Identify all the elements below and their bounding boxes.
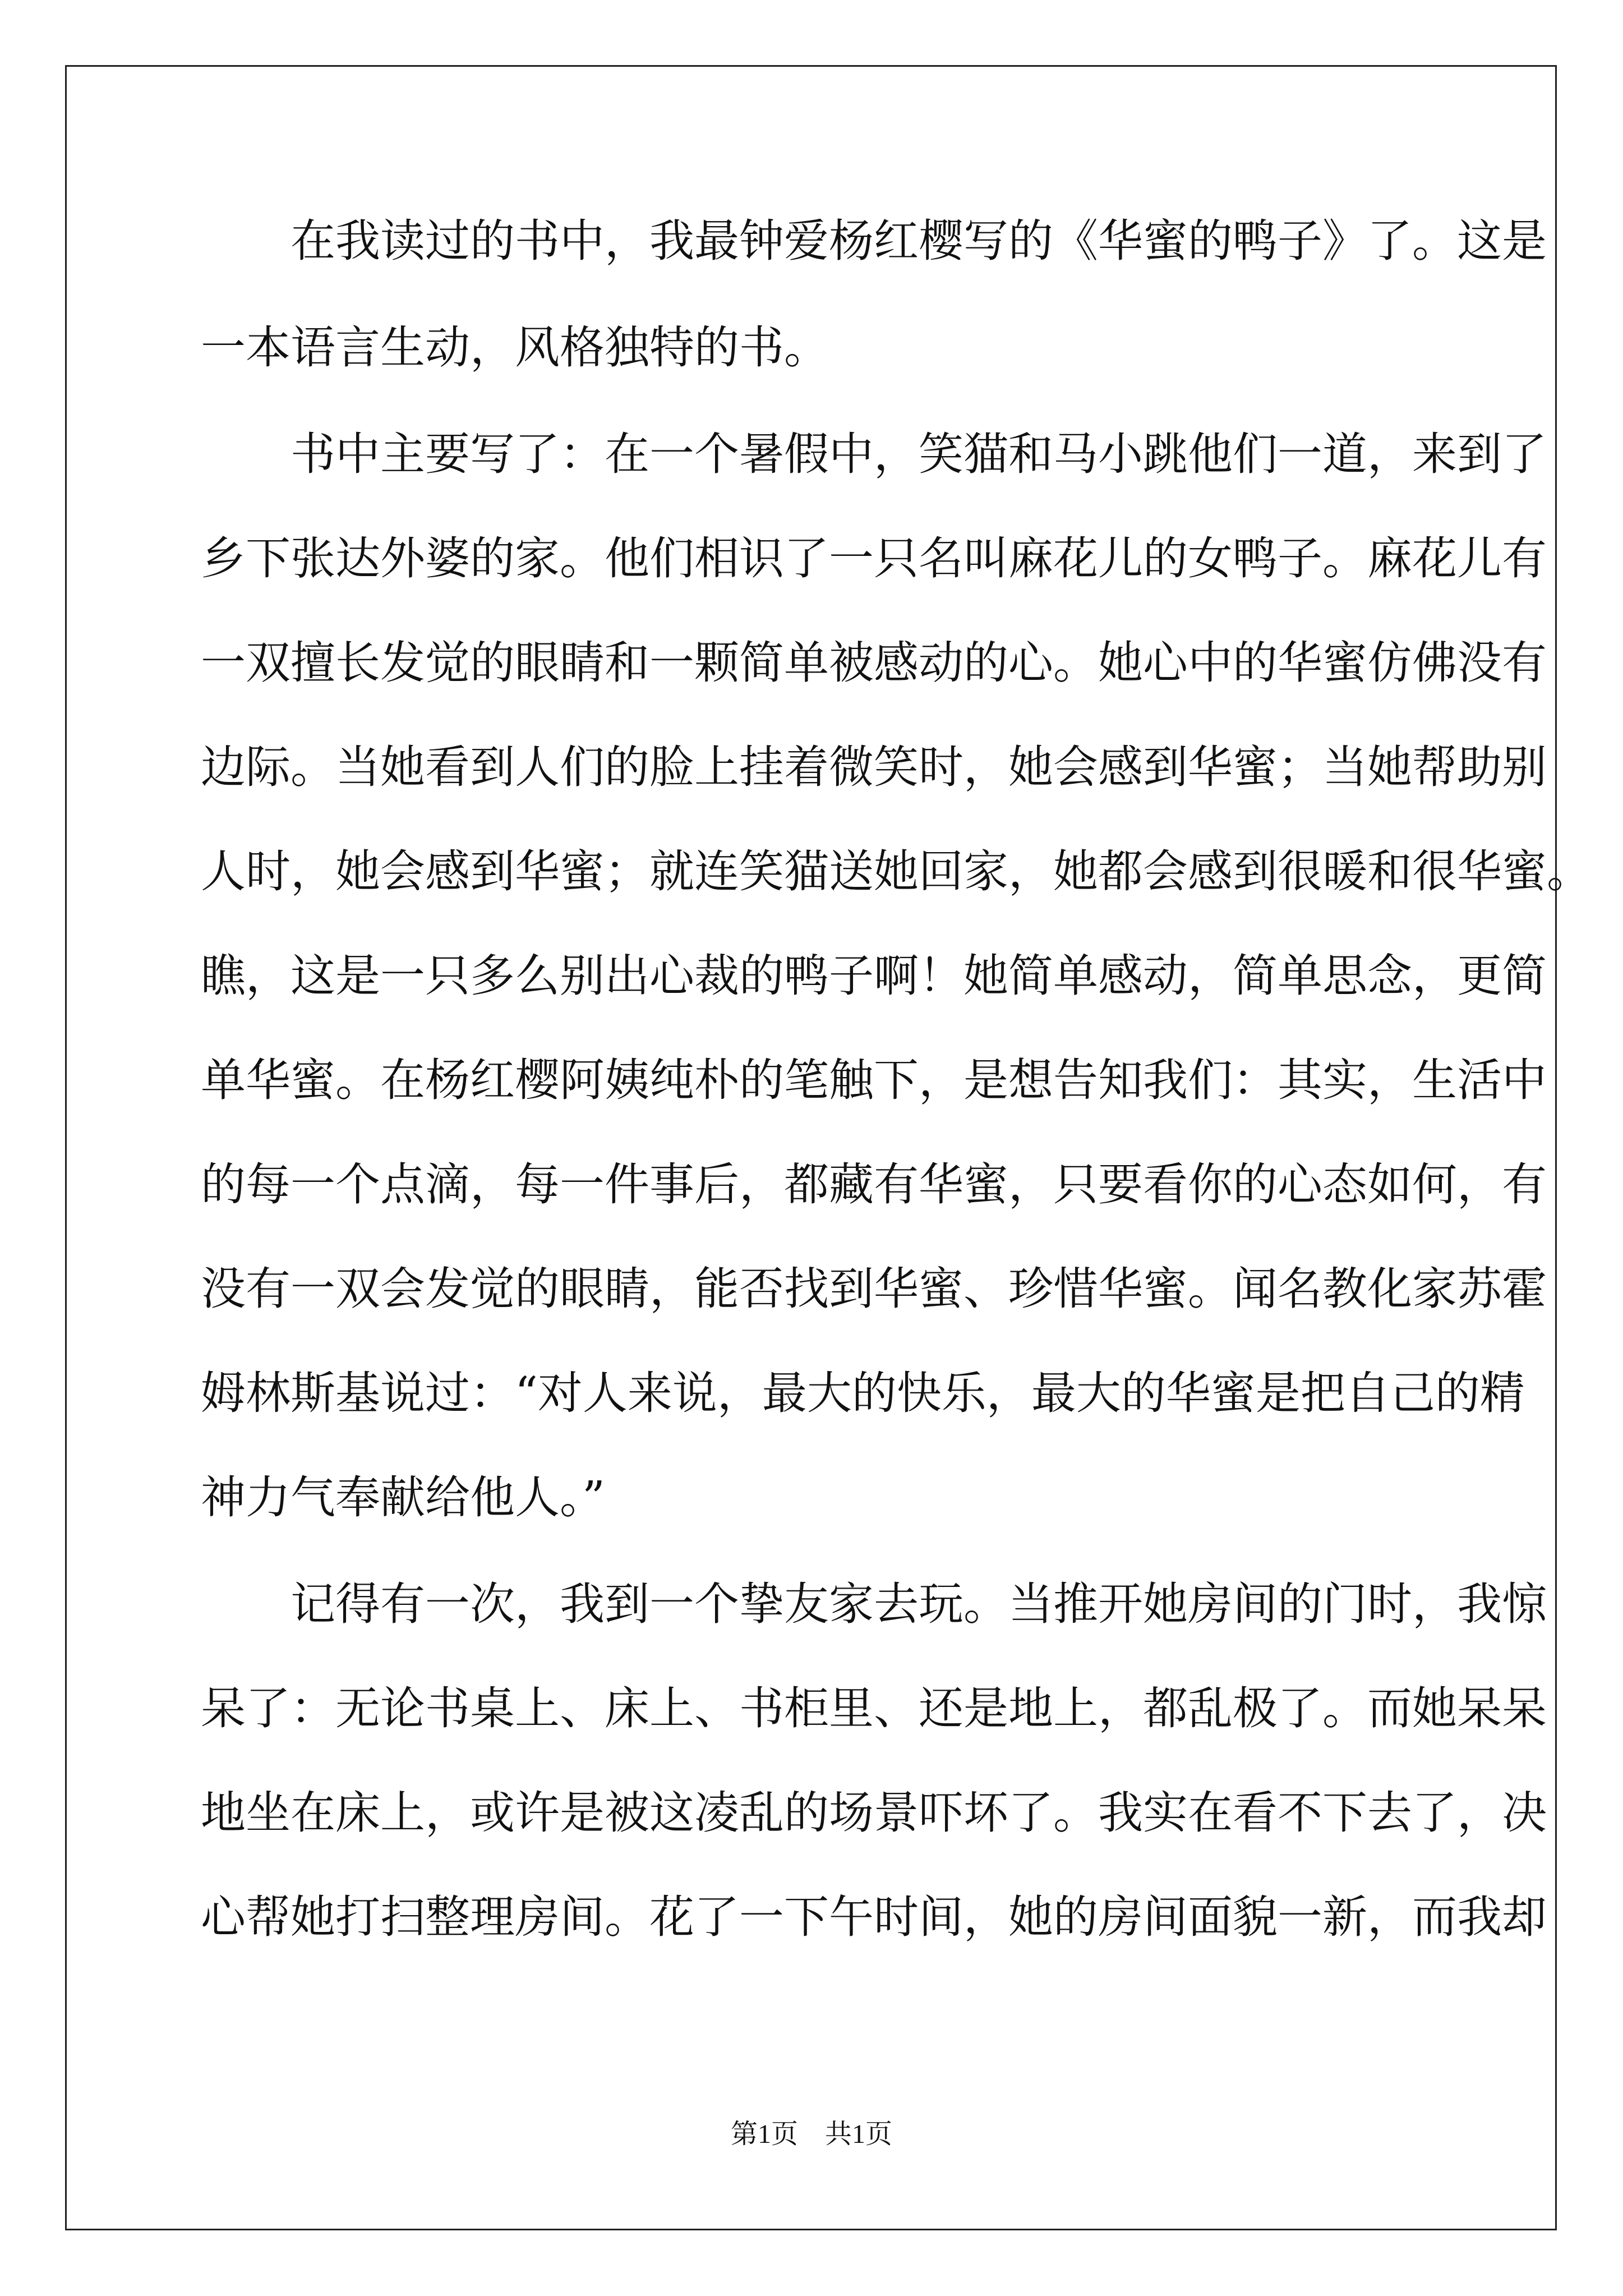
text-line: 边际。当她看到人们的脸上挂着微笑时，她会感到华蜜；当她帮助别 bbox=[201, 741, 1547, 793]
text-line: 瞧，这是一只多么别出心裁的鸭子啊！她简单感动，简单思念，更简 bbox=[201, 950, 1547, 1002]
text-line: 乡下张达外婆的家。他们相识了一只名叫麻花儿的女鸭子。麻花儿有 bbox=[201, 532, 1547, 585]
text-line: 呆了：无论书桌上、床上、书柜里、还是地上，都乱极了。而她呆呆 bbox=[201, 1682, 1547, 1734]
page-footer bbox=[0, 2118, 1623, 2151]
text-line: 一本语言生动，风格独特的书。 bbox=[201, 321, 829, 374]
text-line: 一双擅长发觉的眼睛和一颗简单被感动的心。她心中的华蜜仿佛没有 bbox=[201, 637, 1547, 689]
text-line: 没有一双会发觉的眼睛，能否找到华蜜、珍惜华蜜。闻名教化家苏霍 bbox=[201, 1263, 1547, 1315]
text-line: 地坐在床上，或许是被这凌乱的场景吓坏了。我实在看不下去了，决 bbox=[201, 1787, 1547, 1839]
text-line: 记得有一次，我到一个挚友家去玩。当推开她房间的门时，我惊 bbox=[201, 1578, 1547, 1630]
text-line: 姆林斯基说过：“对人来说，最大的快乐，最大的华蜜是把自己的精 bbox=[201, 1367, 1525, 1419]
text-line: 心帮她打扫整理房间。花了一下午时间，她的房间面貌一新，而我却 bbox=[201, 1891, 1547, 1943]
text-line: 的每一个点滴，每一件事后，都藏有华蜜，只要看你的心态如何，有 bbox=[201, 1158, 1547, 1211]
text-line: 在我读过的书中，我最钟爱杨红樱写的《华蜜的鸭子》了。这是 bbox=[201, 215, 1547, 267]
page-number: 第1页 共1页 bbox=[730, 2119, 892, 2149]
text-line: 人时，她会感到华蜜；就连笑猫送她回家，她都会感到很暖和很华蜜。 bbox=[201, 845, 1592, 898]
text-line: 书中主要写了：在一个暑假中，笑猫和马小跳他们一道，来到了 bbox=[201, 428, 1547, 480]
text-line: 单华蜜。在杨红樱阿姨纯朴的笔触下，是想告知我们：其实，生活中 bbox=[201, 1054, 1547, 1106]
text-line: 神力气奉献给他人。” bbox=[201, 1471, 605, 1524]
